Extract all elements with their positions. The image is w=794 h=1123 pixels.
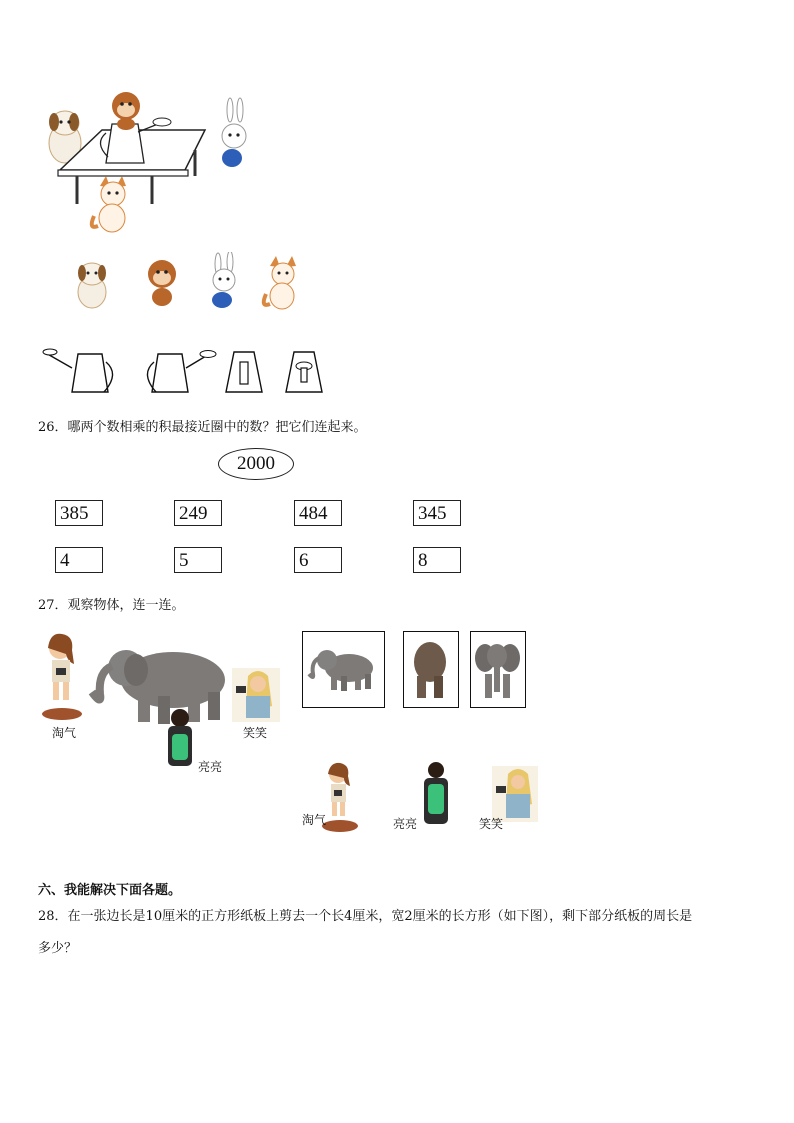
xiaoxiao-label: 笑笑 [243,726,268,740]
liangliang-figure [168,709,192,766]
can-view-right [147,351,216,393]
taoqi-label-bottom: 淘气 [302,813,327,827]
can-view-back [286,352,322,392]
can-view-left [43,349,113,392]
bottom-number-box[interactable]: 6 [294,547,342,573]
elephant-back-view [404,632,457,706]
xiaoxiao-label-bottom: 笑笑 [479,817,504,831]
rabbit-figure [222,98,246,167]
view-box-back[interactable] [403,631,459,708]
monkey-icon [148,260,176,306]
liangliang-label-bottom: 亮亮 [393,817,418,831]
bottom-number-box[interactable]: 4 [55,547,103,573]
liangliang-label: 亮亮 [198,760,223,774]
view-box-side[interactable] [302,631,385,708]
elephant-side-view [303,632,383,706]
people-row [318,762,542,836]
q27-prompt: 27．观察物体，连一连。 [38,598,185,613]
bottom-number-box[interactable]: 8 [413,547,461,573]
can-views-row [40,346,340,398]
dog-icon [78,263,106,308]
elephant-figure [92,650,225,724]
q26-prompt: 26．哪两个数相乘的积最接近圈中的数？把它们连起来。 [38,420,367,435]
cat-figure [92,176,126,232]
q28-line1: 28．在一张边长是10厘米的正方形纸板上剪去一个长4厘米，宽2厘米的长方形（如下图），剩下部分纸板的周长是 [38,909,693,924]
elephant-front-view [471,632,524,706]
bottom-number-box[interactable]: 5 [174,547,222,573]
xiaoxiao-figure [232,668,280,722]
animal-row [70,252,310,314]
taoqi-label: 淘气 [52,726,77,740]
xiaoxiao-icon [492,766,538,822]
cat-icon [264,256,296,309]
top-number-box[interactable]: 249 [174,500,222,526]
rabbit-icon [212,252,235,308]
observation-scene [38,630,288,780]
taoqi-figure [42,634,82,720]
view-box-front[interactable] [470,631,526,708]
top-number-box[interactable]: 484 [294,500,342,526]
target-number-oval[interactable]: 2000 [218,448,294,480]
taoqi-icon [322,763,358,832]
table-scene-figure [40,88,260,238]
section-title: 六、我能解决下面各题。 [38,883,182,898]
top-number-box[interactable]: 385 [55,500,103,526]
can-view-front [226,352,262,392]
top-number-box[interactable]: 345 [413,500,461,526]
liangliang-icon [424,762,448,824]
q28-line2: 多少？ [38,941,78,956]
